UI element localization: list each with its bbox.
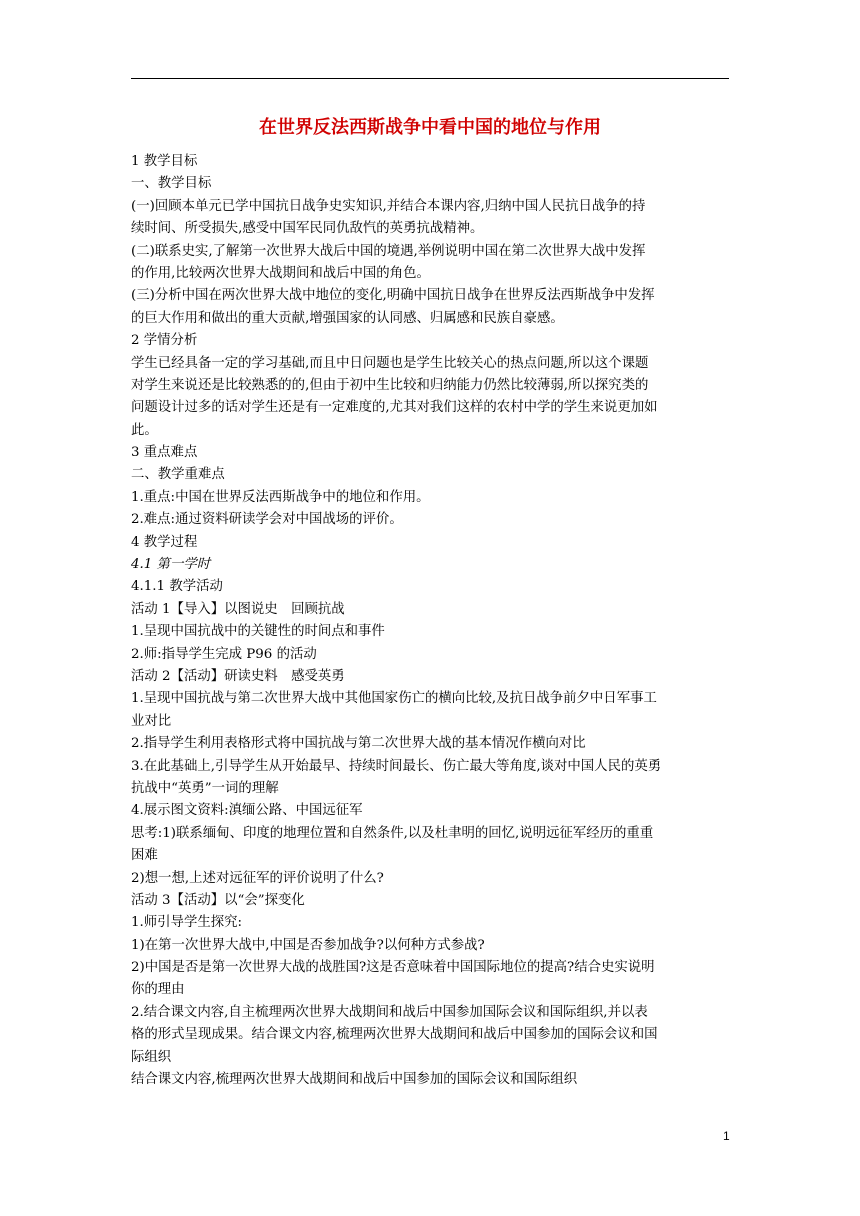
text-line: 1.呈现中国抗战中的关键性的时间点和事件 — [131, 624, 385, 640]
text-line: 一、教学目标 — [131, 176, 212, 192]
text-line: 思考:1)联系缅甸、印度的地理位置和自然条件,以及杜聿明的回忆,说明远征军经历的重重 — [131, 825, 654, 841]
page-number: 1 — [723, 1129, 730, 1143]
text-line: (三)分析中国在两次世界大战中地位的变化,明确中国抗日战争在世界反法西斯战争中发挥 — [131, 288, 655, 304]
text-line: 活动 1【导入】以图说史 回顾抗战 — [131, 601, 345, 617]
text-line: 你的理由 — [131, 982, 185, 998]
text-line: 2)中国是否是第一次世界大战的战胜国?这是否意味着中国国际地位的提高?结合史实说明 — [131, 960, 655, 976]
text-line: 2.指导学生利用表格形式将中国抗战与第二次世界大战的基本情况作横向对比 — [131, 736, 586, 752]
text-line: 的巨大作用和做出的重大贡献,增强国家的认同感、归属感和民族自豪感。 — [131, 310, 564, 326]
document-body — [131, 151, 731, 1091]
text-line: 问题设计过多的话对学生还是有一定难度的,尤其对我们这样的农村中学的学生来说更加如 — [131, 400, 658, 416]
text-line: (二)联系史实,了解第一次世界大战后中国的境遇,举例说明中国在第二次世界大战中发挥 — [131, 243, 646, 259]
text-line: 结合课文内容,梳理两次世界大战期间和战后中国参加的国际会议和国际组织 — [131, 1072, 578, 1088]
text-line: 对学生来说还是比较熟悉的的,但由于初中生比较和归纳能力仍然比较薄弱,所以探究类的 — [131, 377, 649, 393]
text-line: 1.师引导学生探究: — [131, 915, 243, 931]
document-title: 在世界反法西斯战争中看中国的地位与作用 — [259, 117, 601, 138]
text-line: 1.重点:中国在世界反法西斯战争中的地位和作用。 — [131, 489, 430, 505]
text-line: 业对比 — [131, 713, 172, 729]
text-line: 2 学情分析 — [131, 333, 198, 349]
text-line: 的作用,比较两次世界大战期间和战后中国的角色。 — [131, 265, 430, 281]
text-line: 活动 2【活动】研读史料 感受英勇 — [131, 668, 345, 684]
text-line: 3.在此基础上,引导学生从开始最早、持续时间最长、伤亡最大等角度,谈对中国人民的英勇 — [131, 758, 662, 774]
text-line: 抗战中“英勇”一词的理解 — [131, 780, 279, 796]
text-line: 2.难点:通过资料研读学会对中国战场的评价。 — [131, 512, 403, 528]
text-line: 4.1 第一学时 — [131, 557, 211, 573]
text-line: 格的形式呈现成果。结合课文内容,梳理两次世界大战期间和战后中国参加的国际会议和国 — [131, 1027, 658, 1043]
text-line: 1.呈现中国抗战与第二次世界大战中其他国家伤亡的横向比较,及抗日战争前夕中日军事工 — [131, 691, 657, 707]
text-line: 活动 3【活动】以“会”探变化 — [131, 892, 305, 908]
text-line: 学生已经具备一定的学习基础,而且中日问题也是学生比较关心的热点问题,所以这个课题 — [131, 355, 649, 371]
text-line: 4.1.1 教学活动 — [131, 579, 223, 595]
text-line: 续时间、所受损失,感受中国军民同仇敌忾的英勇抗战精神。 — [131, 221, 484, 237]
text-line: 2)想一想,上述对远征军的评价说明了什么? — [131, 870, 384, 886]
text-line: 1)在第一次世界大战中,中国是否参加战争?以何种方式参战? — [131, 937, 485, 953]
text-line: 二、教学重难点 — [131, 467, 225, 483]
text-line: 际组织 — [131, 1049, 172, 1065]
text-line: 4.展示图文资料:滇缅公路、中国远征军 — [131, 803, 363, 819]
text-line: 3 重点难点 — [131, 445, 198, 461]
text-line: 2.师:指导学生完成 P96 的活动 — [131, 646, 317, 662]
header-rule — [131, 78, 729, 79]
text-line: 1 教学目标 — [131, 154, 198, 169]
text-line: (一)回顾本单元已学中国抗日战争史实知识,并结合本课内容,归纳中国人民抗日战争的持 — [131, 198, 646, 214]
text-line: 困难 — [131, 848, 158, 864]
text-line: 此。 — [131, 422, 158, 438]
text-line: 2.结合课文内容,自主梳理两次世界大战期间和战后中国参加国际会议和国际组织,并以表 — [131, 1004, 648, 1020]
text-line: 4 教学过程 — [131, 534, 198, 550]
